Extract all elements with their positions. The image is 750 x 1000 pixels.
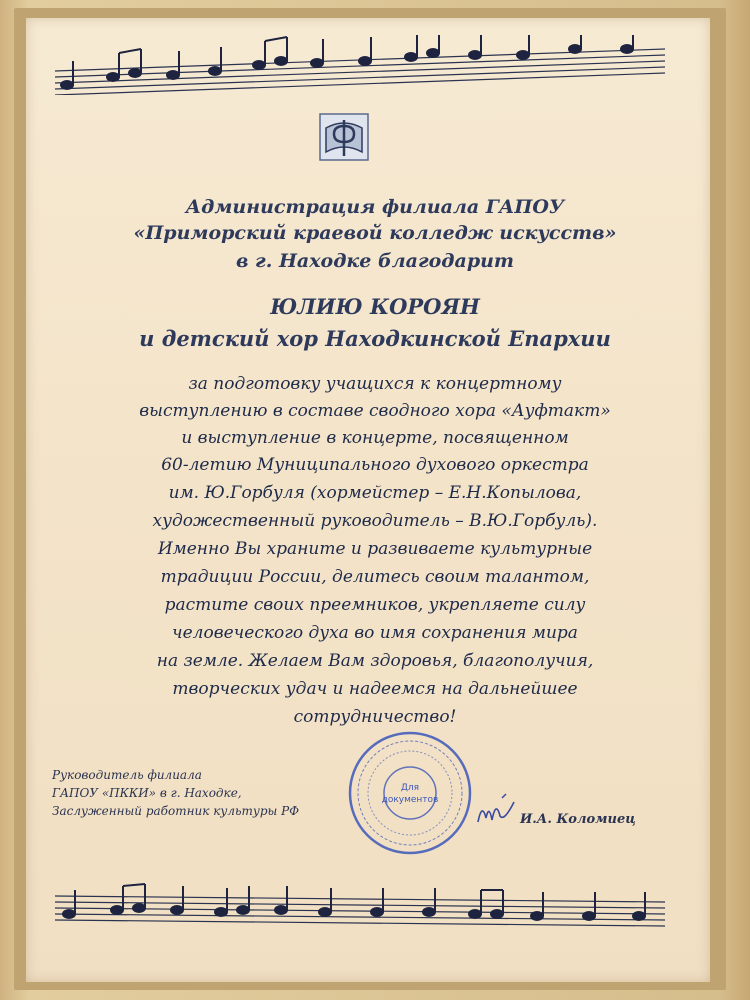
music-staff-top-icon: [55, 35, 665, 95]
body-line: Именно Вы храните и развиваете культурные: [157, 539, 593, 559]
body-line: творческих удач и надеемся на дальнейшее: [172, 679, 578, 699]
signer-position-line-2: ГАПОУ «ПККИ» в г. Находке,: [52, 786, 242, 800]
signer-position-line-1: Руководитель филиала: [52, 768, 202, 782]
college-logo-icon: [318, 112, 370, 162]
header-line-1: Администрация филиала ГАПОУ: [185, 196, 565, 218]
body-line: 60-летию Муниципального духового оркестра: [161, 455, 589, 475]
body-line: сотрудничество!: [293, 707, 457, 727]
body-line: на земле. Желаем Вам здоровья, благополучия,: [156, 651, 594, 671]
body-line: традиции России, делитесь своим талантом,: [160, 567, 590, 587]
body-line: художественный руководитель – В.Ю.Горбуль).: [152, 511, 598, 531]
official-stamp-icon: [345, 728, 475, 858]
signer-position-line-3: Заслуженный работник культуры РФ: [52, 804, 300, 818]
body-line: человеческого духа во имя сохранения мира: [172, 623, 578, 643]
body-line: за подготовку учащихся к концертному: [188, 374, 562, 394]
header-line-3: в г. Находке благодарит: [235, 250, 515, 272]
body-line: и выступление в концерте, посвященном: [181, 428, 569, 448]
recipient-name: ЮЛИЮ КОРОЯН: [270, 294, 480, 319]
stamp-text-1: Для: [400, 783, 420, 793]
body-line: им. Ю.Горбуля (хормейстер – Е.Н.Копылова,: [168, 483, 582, 503]
stamp-text-2: документов: [381, 795, 439, 805]
music-staff-bottom-icon: [55, 880, 665, 940]
signer-name: И.А. Коломиец: [520, 812, 636, 827]
header-line-2: «Приморский краевой колледж искусств»: [133, 222, 617, 244]
body-line: выступлению в составе сводного хора «Ауфтакт»: [139, 401, 611, 421]
body-line: растите своих преемников, укрепляете силу: [164, 595, 586, 615]
recipient-group: и детский хор Находкинской Епархии: [139, 326, 611, 351]
signature-icon: [474, 792, 520, 832]
